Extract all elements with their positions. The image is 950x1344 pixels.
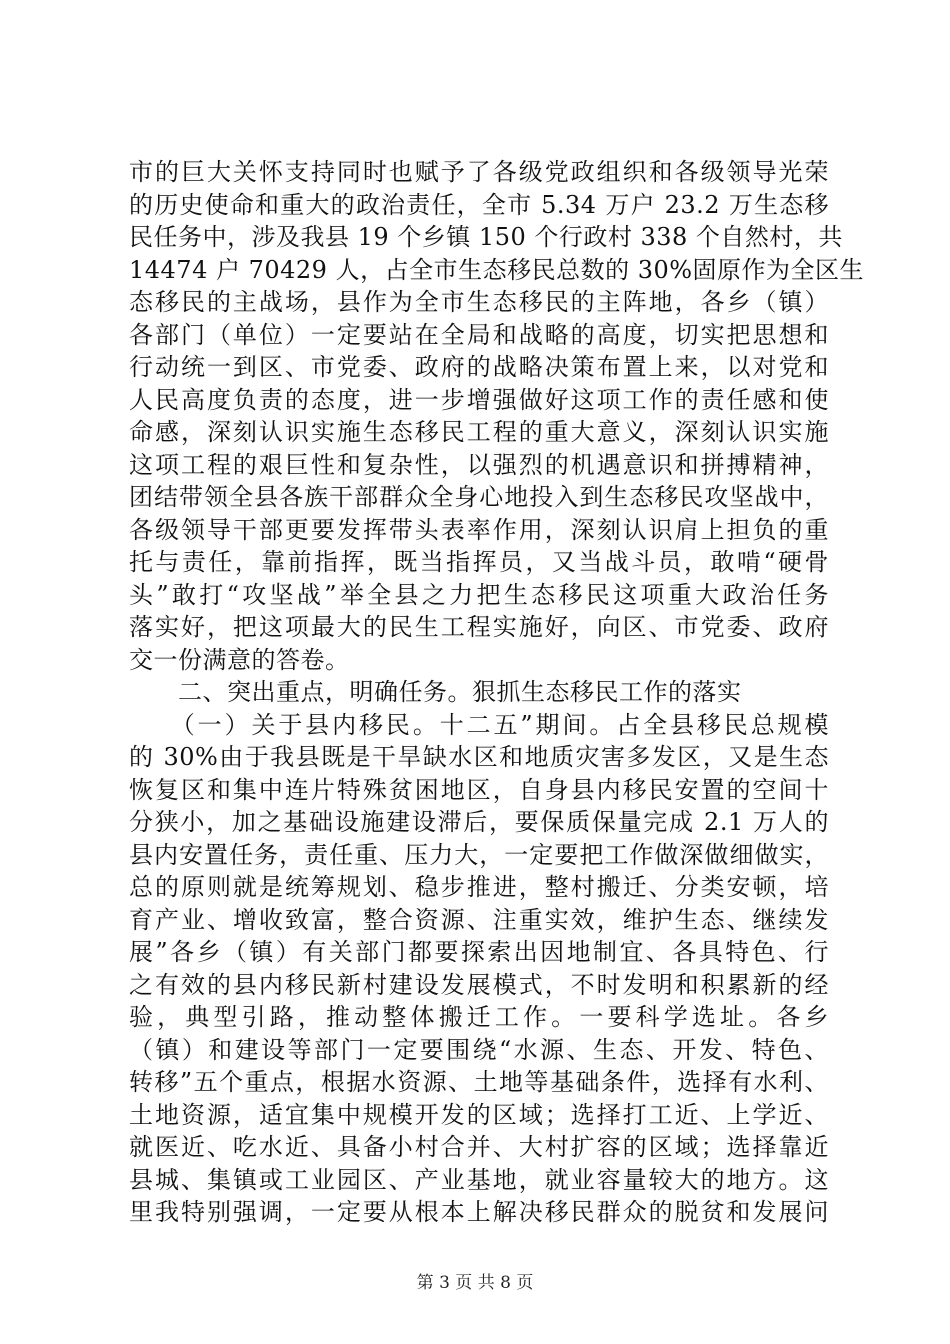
text-line: 恢复区和集中连片特殊贫困地区，自身县内移民安置的空间十 — [129, 775, 829, 804]
text-line: 14474 户 70429 人，占全市生态移民总数的 30%固原作为全区生 — [129, 255, 865, 284]
text-line: 头”敢打“攻坚战”举全县之力把生态移民这项重大政治任务 — [129, 580, 829, 609]
text-line: 行动统一到区、市党委、政府的战略决策布置上来，以对党和 — [129, 353, 829, 381]
text-line: 各部门（单位）一定要站在全局和战略的高度，切实把思想和 — [129, 320, 829, 349]
body-text — [129, 156, 865, 1229]
text-line: （镇）和建设等部门一定要围绕“水源、生态、开发、特色、 — [129, 1035, 829, 1064]
text-line: 市的巨大关怀支持同时也赋予了各级党政组织和各级领导光荣 — [129, 158, 829, 186]
text-line: 之有效的县内移民新村建设发展模式，不时发明和积累新的经 — [129, 970, 829, 999]
text-line: 交一份满意的答卷。 — [129, 645, 350, 674]
text-line: 的 30%由于我县既是干旱缺水区和地质灾害多发区，又是生态 — [129, 743, 829, 771]
text-line: 里我特别强调，一定要从根本上解决移民群众的脱贫和发展问 — [129, 1198, 829, 1226]
text-line: 展”各乡（镇）有关部门都要探索出因地制宜、各具特色、行 — [129, 938, 829, 966]
text-line: 落实好，把这项最大的民生工程实施好，向区、市党委、政府 — [129, 613, 829, 641]
text-line: 托与责任，靠前指挥，既当指挥员，又当战斗员，敢啃“硬骨 — [129, 548, 829, 576]
text-line: 态移民的主战场，县作为全市生态移民的主阵地，各乡（镇） — [129, 288, 829, 316]
text-line: 团结带领全县各族干部群众全身心地投入到生态移民攻坚战中， — [129, 483, 829, 511]
text-line: 土地资源，适宜集中规模开发的区域；选择打工近、上学近、 — [129, 1100, 829, 1129]
text-line: 命感，深刻认识实施生态移民工程的重大意义，深刻认识实施 — [129, 418, 829, 446]
page-footer: 第 3 页 共 8 页 — [416, 1273, 534, 1293]
text-line: 各级领导干部更要发挥带头表率作用，深刻认识肩上担负的重 — [129, 515, 829, 544]
section-heading: 二、突出重点，明确任务。狠抓生态移民工作的落实 — [129, 678, 742, 706]
text-line: 分狭小，加之基础设施建设滞后，要保质保量完成 2.1 万人的 — [129, 808, 829, 836]
text-line: 的历史使命和重大的政治责任，全市 5.34 万户 23.2 万生态移 — [129, 190, 829, 219]
text-line: 县内安置任务，责任重、压力大，一定要把工作做深做细做实， — [129, 840, 829, 869]
text-line: 总的原则就是统筹规划、稳步推进，整村搬迁、分类安顿，培 — [129, 873, 829, 901]
text-line: 验，典型引路，推动整体搬迁工作。一要科学选址。各乡 — [129, 1003, 829, 1031]
text-line: 就医近、吃水近、具备小村合并、大村扩容的区域；选择靠近 — [129, 1133, 829, 1161]
text-line: （一）关于县内移民。十二五”期间。占全县移民总规模 — [129, 710, 829, 739]
text-line: 育产业、增收致富，整合资源、注重实效，维护生态、继续发 — [129, 905, 829, 934]
text-line: 转移”五个重点，根据水资源、土地等基础条件，选择有水利、 — [129, 1068, 829, 1096]
text-line: 县城、集镇或工业园区、产业基地，就业容量较大的地方。这 — [129, 1165, 829, 1194]
text-line: 这项工程的艰巨性和复杂性，以强烈的机遇意识和拼搏精神， — [129, 450, 829, 479]
text-line: 民任务中，涉及我县 19 个乡镇 150 个行政村 338 个自然村，共 — [129, 223, 843, 251]
text-line: 人民高度负责的态度，进一步增强做好这项工作的责任感和使 — [129, 385, 829, 414]
